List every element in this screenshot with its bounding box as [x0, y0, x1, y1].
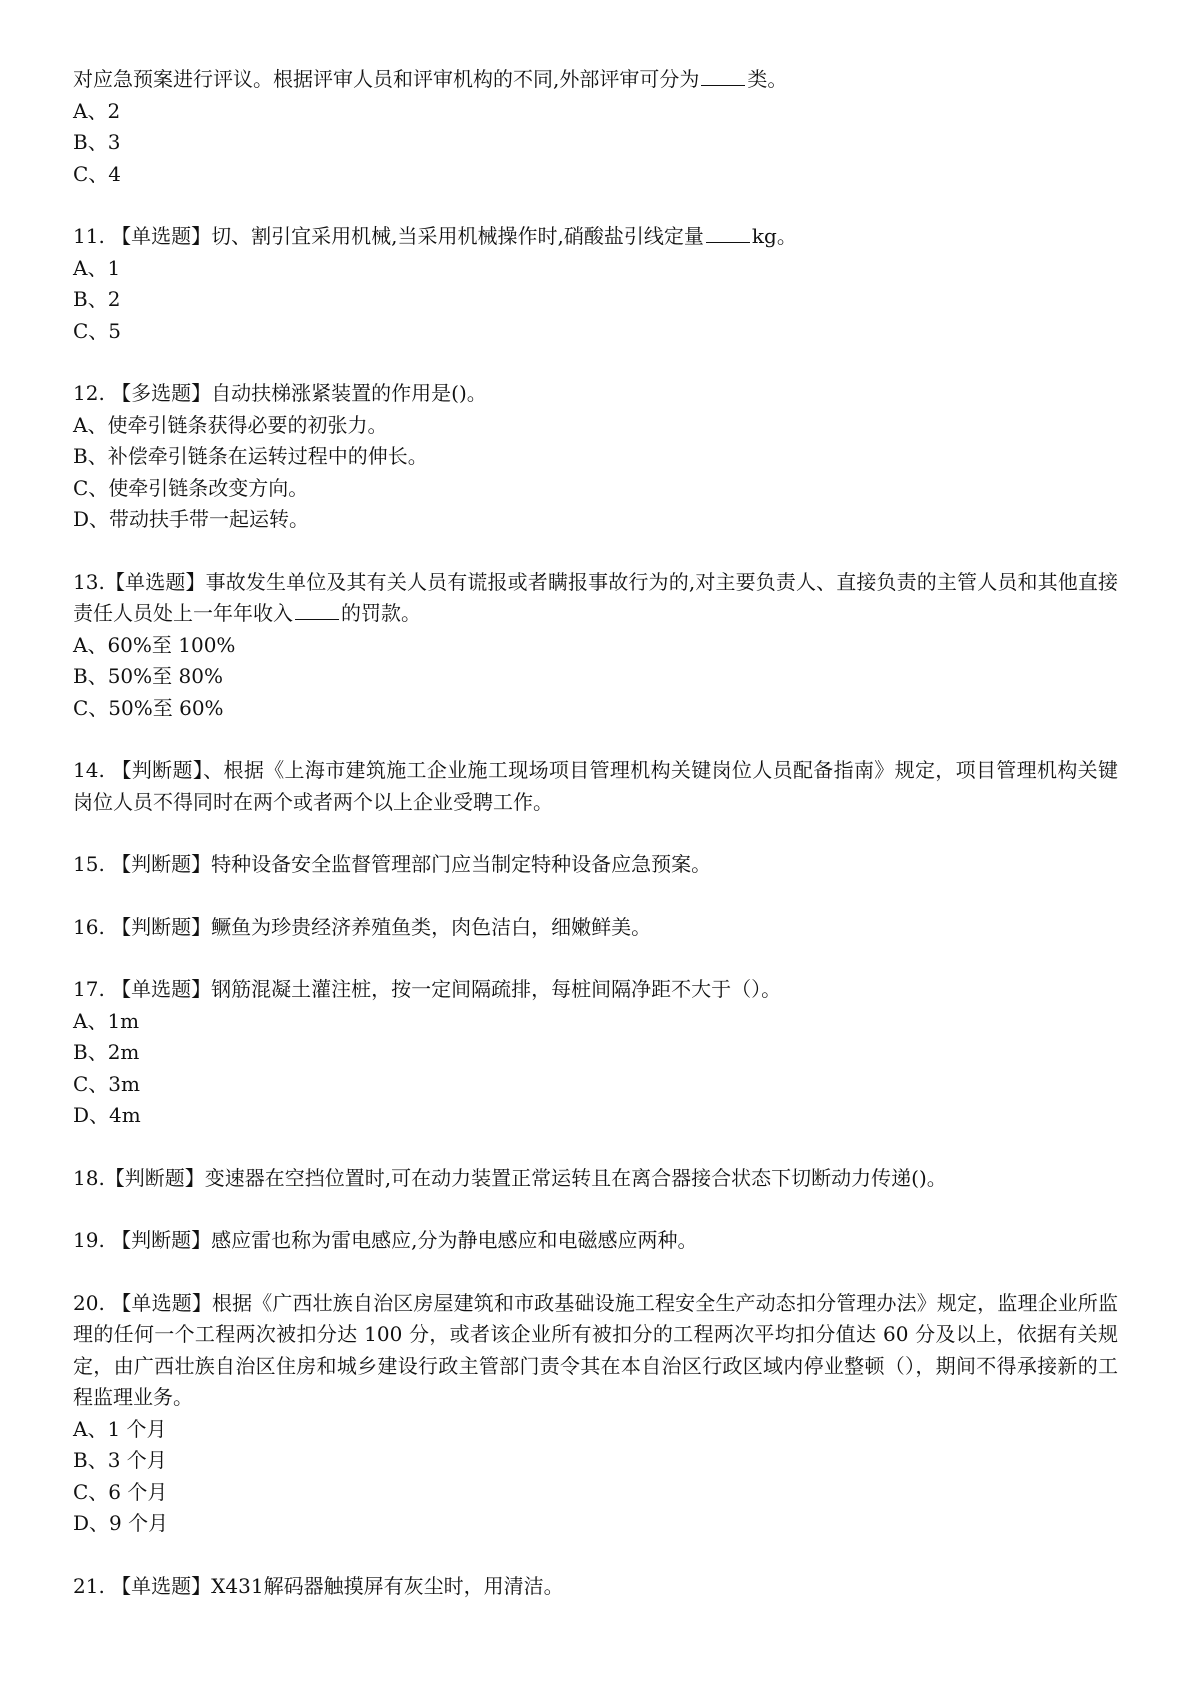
- question-item: [73, 1163, 1118, 1195]
- question-stem: 11. 【单选题】切、割引宜采用机械,当采用机械操作时,硝酸盐引线定量 kg。: [73, 224, 797, 248]
- intro-question-continuation: [73, 64, 1118, 190]
- question-stem: 16. 【判断题】鳜鱼为珍贵经济养殖鱼类，肉色洁白，细嫩鲜美。: [73, 914, 652, 939]
- option-a: A、2: [73, 98, 121, 123]
- answer-blank: [295, 603, 339, 620]
- option-a: A、使牵引链条获得必要的初张力。: [73, 412, 388, 437]
- question-stem: 14. 【判断题】、根据《上海市建筑施工企业施工现场项目管理机构关键岗位人员配备指南》规定，项目管理机构关键岗位人员不得同时在两个或者两个以上企业受聘工作。: [73, 758, 1118, 814]
- option-a: A、60%至 100%: [73, 632, 236, 657]
- option-b: B、补偿牵引链条在运转过程中的伸长。: [73, 444, 428, 468]
- option-c: C、3m: [73, 1071, 140, 1096]
- option-a: A、1 个月: [73, 1416, 167, 1441]
- question-item: [73, 1225, 1118, 1257]
- option-c: C、6 个月: [73, 1479, 168, 1504]
- option-c: C、4: [73, 161, 122, 186]
- answer-blank: [706, 226, 750, 243]
- question-stem: 19. 【判断题】感应雷也称为雷电感应,分为静电感应和电磁感应两种。: [73, 1228, 698, 1252]
- question-item: [73, 221, 1118, 347]
- question-item: [73, 974, 1118, 1132]
- option-b: B、3 个月: [73, 1448, 167, 1472]
- option-a: A、1: [73, 255, 121, 280]
- question-item: [73, 1571, 1118, 1603]
- question-stem: 对应急预案进行评议。根据评审人员和评审机构的不同,外部评审可分为 类。: [73, 67, 788, 91]
- option-d: D、4m: [73, 1103, 141, 1127]
- question-stem: 17. 【单选题】钢筋混凝土灌注桩，按一定间隔疏排，每桩间隔净距不大于（）。: [73, 977, 782, 1001]
- question-stem: 20. 【单选题】根据《广西壮族自治区房屋建筑和市政基础设施工程安全生产动态扣分管理办法》规定，监理企业所监理的任何一个工程两次被扣分达 100 分，或者该企业所有被扣分的工程两次平均扣分值达 60 分及以上，依据有关规定，由广西壮族自治区住房和城乡建设行政主管部门责令其在本自治区行政区域内停业整顿（），期间不得承接新的工程监理业务。: [73, 1290, 1118, 1409]
- question-item: [73, 567, 1118, 725]
- question-list: [73, 221, 1118, 1602]
- question-stem: 15. 【判断题】特种设备安全监督管理部门应当制定特种设备应急预案。: [73, 852, 712, 876]
- option-b: B、3: [73, 130, 121, 154]
- question-stem: 21. 【单选题】X431解码器触摸屏有灰尘时，用清洁。: [73, 1573, 564, 1598]
- question-stem: 12. 【多选题】自动扶梯涨紧装置的作用是()。: [73, 381, 487, 405]
- question-stem: 18.【判断题】变速器在空挡位置时,可在动力装置正常运转且在离合器接合状态下切断动力传递()。: [73, 1165, 947, 1190]
- option-d: D、带动扶手带一起运转。: [73, 507, 310, 531]
- question-item: [73, 755, 1118, 818]
- question-item: [73, 378, 1118, 536]
- question-item: [73, 912, 1118, 944]
- question-item: [73, 1288, 1118, 1540]
- option-a: A、1m: [73, 1008, 140, 1033]
- option-c: C、5: [73, 318, 122, 343]
- answer-blank: [701, 69, 745, 86]
- option-b: B、2m: [73, 1040, 140, 1064]
- exam-page: [73, 64, 1118, 1602]
- option-b: B、50%至 80%: [73, 664, 223, 688]
- option-c: C、使牵引链条改变方向。: [73, 475, 309, 500]
- question-stem: 13.【单选题】事故发生单位及其有关人员有谎报或者瞒报事故行为的,对主要负责人、直接负责的主管人员和其他直接责任人员处上一年年收入 的罚款。: [73, 569, 1118, 625]
- option-b: B、2: [73, 287, 121, 311]
- question-item: [73, 849, 1118, 881]
- option-c: C、50%至 60%: [73, 695, 224, 720]
- option-d: D、9 个月: [73, 1511, 169, 1535]
